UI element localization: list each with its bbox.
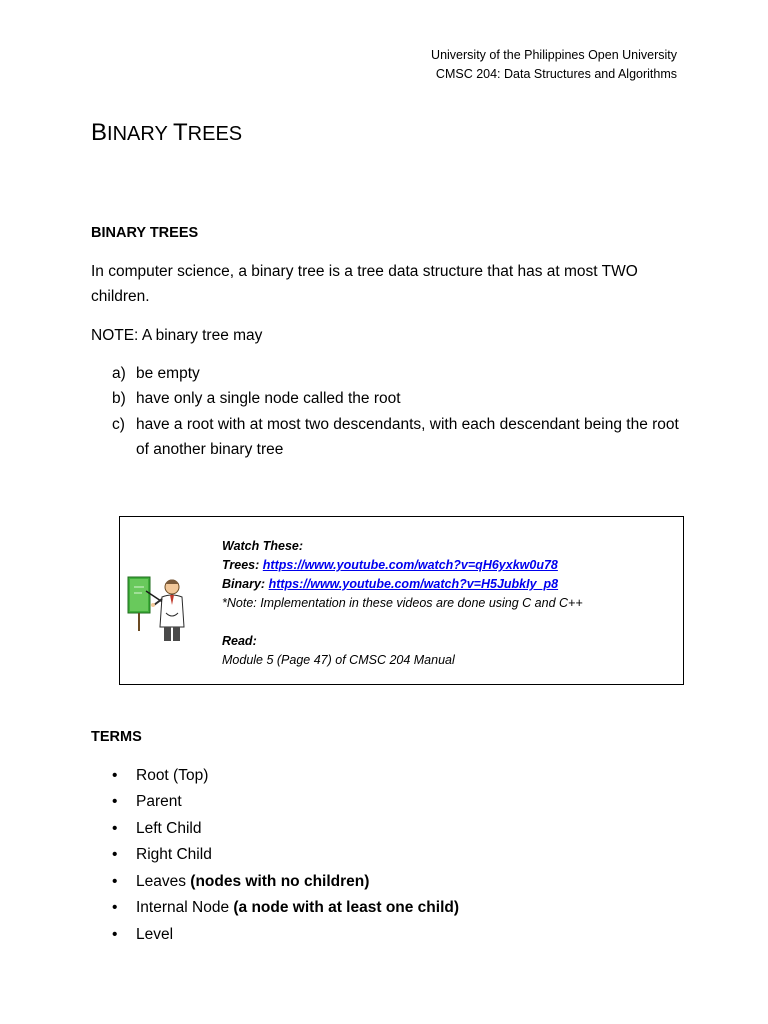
list-marker: c) xyxy=(112,416,125,433)
term-bold: (a node with at least one child) xyxy=(233,899,460,916)
callout-text xyxy=(222,537,583,670)
bullet-icon: • xyxy=(112,767,118,784)
bullet-icon: • xyxy=(112,926,118,943)
list-item xyxy=(112,789,682,814)
term-plain: Internal Node xyxy=(136,899,234,916)
implementation-note: *Note: Implementation in these videos are done using C and C++ xyxy=(222,596,583,610)
list-item xyxy=(112,816,682,841)
note-paragraph: NOTE: A binary tree may xyxy=(91,327,263,344)
list-item xyxy=(112,895,682,920)
header-university: University of the Philippines Open University xyxy=(431,48,677,62)
list-item xyxy=(112,842,682,867)
term-text: Root (Top) xyxy=(136,767,209,784)
list-item xyxy=(112,763,682,788)
term-bold: (nodes with no children) xyxy=(190,873,370,890)
trees-video-link[interactable]: https://www.youtube.com/watch?v=qH6yxkw0u78 xyxy=(262,558,558,572)
resources-callout-box xyxy=(119,516,684,685)
read-text: Module 5 (Page 47) of CMSC 204 Manual xyxy=(222,653,455,667)
term-text xyxy=(136,899,459,916)
binary-label: Binary: xyxy=(222,577,266,591)
section-heading-terms: TERMS xyxy=(91,729,142,745)
list-item xyxy=(112,869,682,894)
teacher-pointing-board-icon xyxy=(126,569,192,645)
page-title xyxy=(91,118,242,149)
read-heading: Read: xyxy=(222,634,257,648)
list-text: be empty xyxy=(136,365,200,382)
binary-video-link[interactable]: https://www.youtube.com/watch?v=H5JubkIy_p8 xyxy=(268,577,559,591)
list-item xyxy=(112,386,682,411)
bullet-icon: • xyxy=(112,873,118,890)
watch-heading: Watch These: xyxy=(222,539,304,553)
trees-label: Trees: xyxy=(222,558,260,572)
list-item xyxy=(112,412,682,462)
term-text: Level xyxy=(136,926,174,943)
title-cap-2: T xyxy=(172,119,188,146)
section-heading-binary-trees: BINARY TREES xyxy=(91,225,199,241)
trees-video-line xyxy=(222,556,583,575)
list-item xyxy=(112,361,682,386)
binary-video-line xyxy=(222,575,583,594)
term-text: Right Child xyxy=(136,846,212,863)
bullet-icon: • xyxy=(112,793,118,810)
term-plain: Leaves xyxy=(136,873,191,890)
bullet-icon: • xyxy=(112,899,118,916)
title-rest-2: REES xyxy=(187,123,243,145)
header-course: CMSC 204: Data Structures and Algorithms xyxy=(435,67,677,81)
term-text xyxy=(136,873,369,890)
list-item xyxy=(112,922,682,947)
bullet-icon: • xyxy=(112,846,118,863)
list-marker: b) xyxy=(112,390,126,407)
list-text: have a root with at most two descendants, with each descendant being the root of another binary tree xyxy=(136,416,679,458)
list-marker: a) xyxy=(112,365,126,382)
bullet-icon: • xyxy=(112,820,118,837)
title-cap-1: B xyxy=(91,119,108,146)
term-text: Left Child xyxy=(136,820,202,837)
intro-paragraph: In computer science, a binary tree is a tree data structure that has at most TWO children. xyxy=(91,263,638,305)
title-rest-1: INARY xyxy=(107,123,168,145)
term-text: Parent xyxy=(136,793,182,810)
callout-spacer xyxy=(222,613,583,632)
list-text: have only a single node called the root xyxy=(136,390,401,407)
